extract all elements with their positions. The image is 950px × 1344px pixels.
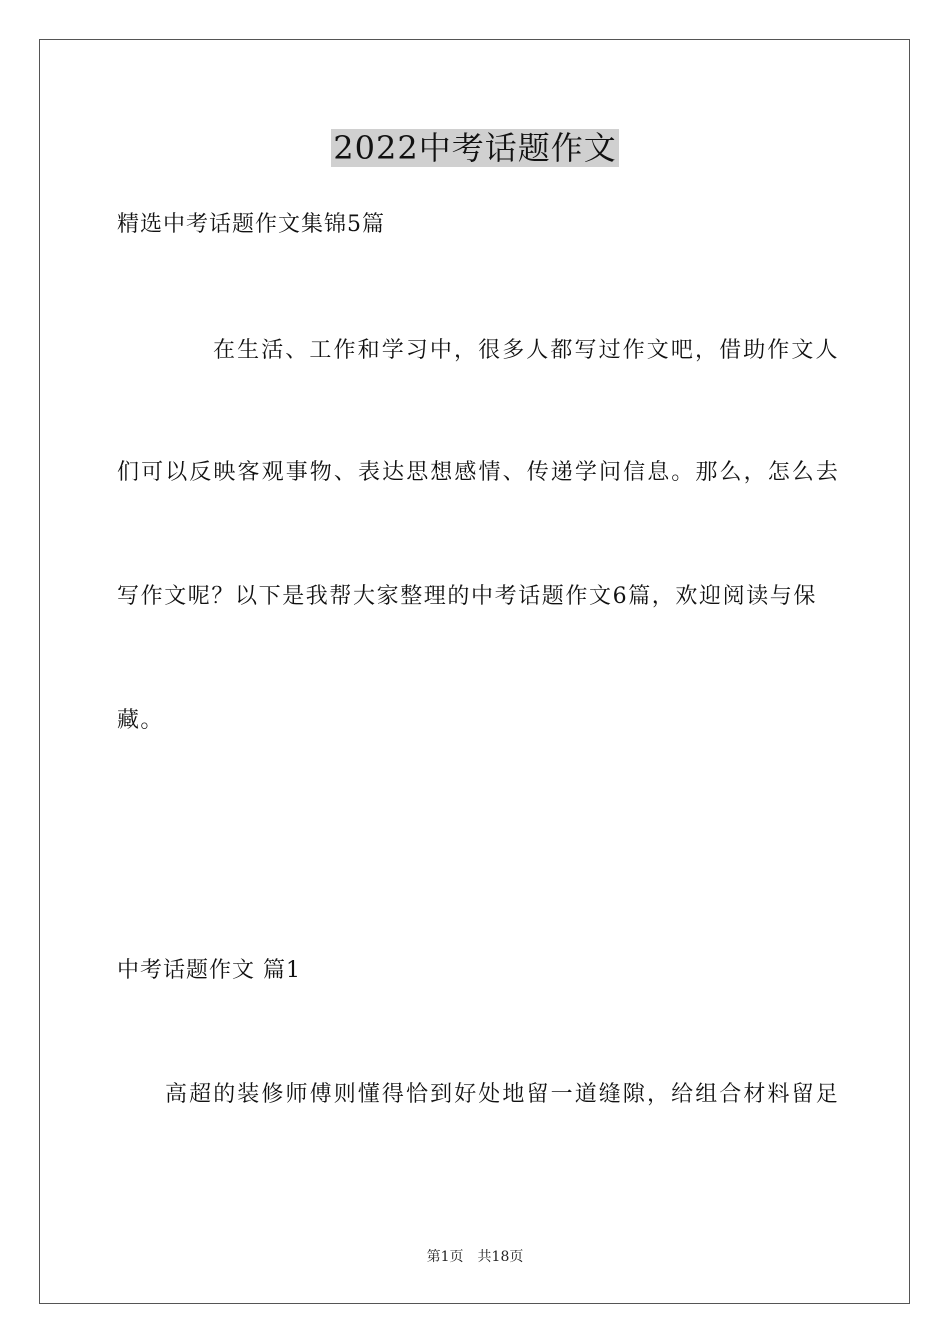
intro-line-4: 藏。	[117, 708, 164, 733]
document-subtitle: 精选中考话题作文集锦5篇	[117, 212, 385, 237]
intro-line-2: 们可以反映客观事物、表达思想感情、传递学问信息。那么，怎么去	[117, 460, 841, 485]
document-title	[0, 126, 950, 170]
intro-line-1: 在生活、工作和学习中，很多人都写过作文吧，借助作文人	[213, 338, 840, 363]
section-heading: 中考话题作文 篇1	[117, 958, 301, 983]
section-line-1: 高超的装修师傅则懂得恰到好处地留一道缝隙，给组合材料留足	[165, 1082, 840, 1107]
page-number: 第1页	[426, 1249, 464, 1265]
document-title-text: 2022中考话题作文	[333, 129, 617, 167]
intro-line-3: 写作文呢？以下是我帮大家整理的中考话题作文6篇，欢迎阅读与保	[117, 584, 817, 609]
page-total: 共18页	[477, 1249, 524, 1265]
page-footer	[0, 1247, 950, 1267]
